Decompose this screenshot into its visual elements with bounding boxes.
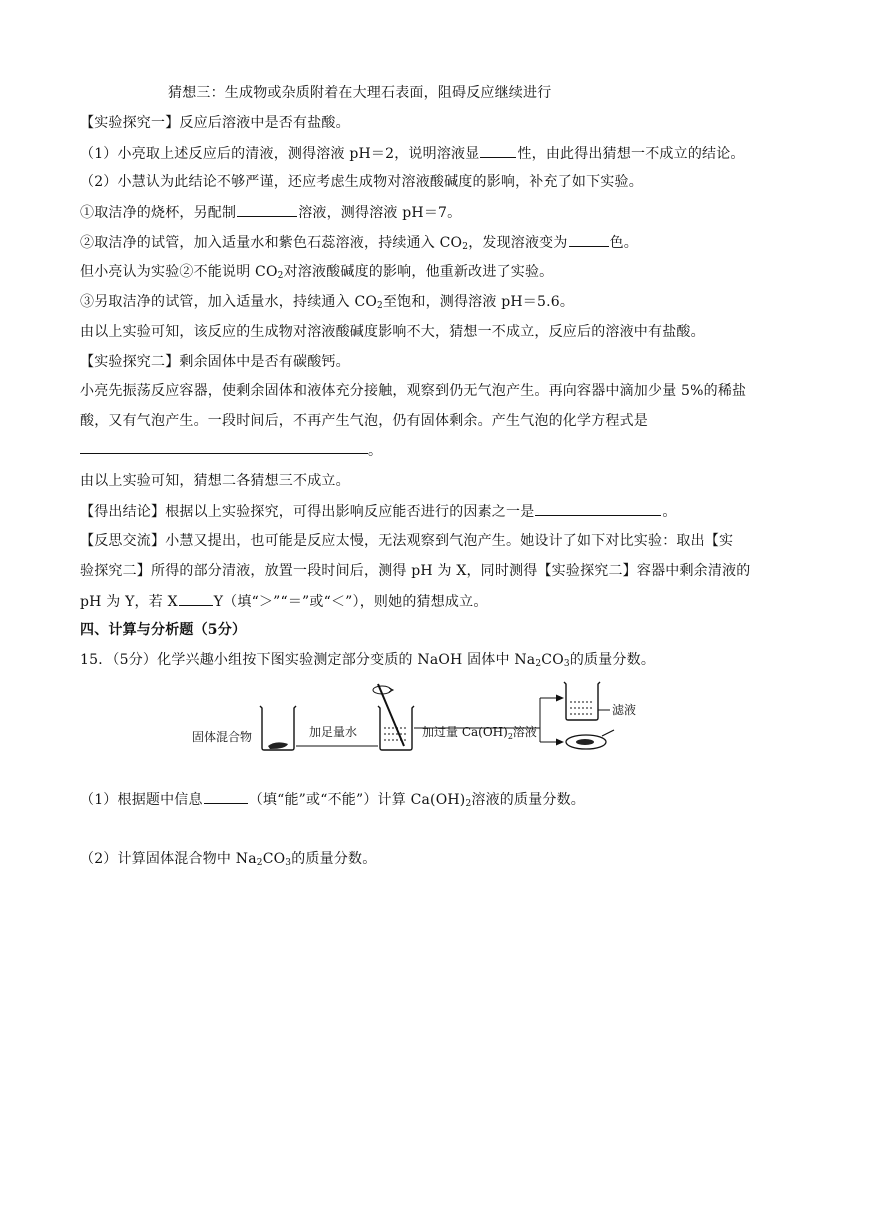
reflect-line-3 <box>80 591 790 612</box>
exp1-q2: （2）小慧认为此结论不够严谨，还应考虑生成物对溶液酸碱度的影响，补充了如下实验。 <box>80 174 643 190</box>
result-text-a: 【得出结论】根据以上实验探究，可得出影响反应能否进行的因素之一是 <box>80 504 535 520</box>
result-text-b: 。 <box>662 504 677 520</box>
exp2-para-2: 酸，又有气泡产生。一段时间后，不再产生气泡，仍有固体剩余。产生气泡的化学方程式是 <box>80 413 648 429</box>
q15-1-text-a: （1）根据题中信息 <box>80 792 203 808</box>
equation-end-mark: 。 <box>368 443 382 459</box>
label-solid-mix: 固体混合物 <box>192 730 253 744</box>
subscript: 3 <box>563 659 570 669</box>
answer-blank-color[interactable] <box>569 232 609 247</box>
beaker-solid-icon <box>260 706 296 750</box>
exp2-heading: 【实验探究二】剩余固体中是否有碳酸钙。 <box>80 354 350 370</box>
step2-text-a: ②取洁净的试管，加入适量水和紫色石蕊溶液，持续通入 CO <box>80 235 463 251</box>
q15-text-b: CO <box>541 652 564 668</box>
step2-text-c: 色。 <box>609 235 638 251</box>
exp1-q1 <box>80 143 790 164</box>
q15-1-text-c: 溶液的质量分数。 <box>471 792 586 808</box>
answer-blank-compare[interactable] <box>179 591 213 606</box>
subscript: 2 <box>377 301 383 311</box>
step2-text-b: ，发现溶液变为 <box>468 235 568 251</box>
q15-1-text-b: （填“能”或“不能”）计算 Ca(OH) <box>248 792 466 808</box>
answer-blank-equation[interactable] <box>80 441 368 454</box>
doubt-text-a: 但小亮认为实验②不能说明 CO <box>80 264 278 280</box>
step3-text-b: 至饱和，测得溶液 pH＝5.6。 <box>382 294 575 310</box>
exp2-conclusion: 由以上实验可知，猜想二各猜想三不成立。 <box>80 473 350 489</box>
reflect-line-1: 【反思交流】小慧又提出，也可能是反应太慢，无法观察到气泡产生。她设计了如下对比实验：取出【实 <box>80 533 734 549</box>
q15-2-text-a: （2）计算固体混合物中 Na <box>80 851 257 867</box>
q1-text-a: （1）小亮取上述反应后的清液，测得溶液 pH＝2，说明溶液显 <box>80 146 480 162</box>
subscript: 3 <box>285 858 292 868</box>
label-add-caoh2: 加过量 $Ca(OH)_2$溶液 <box>422 725 537 741</box>
exp1-heading: 【实验探究一】反应后溶液中是否有盐酸。 <box>80 115 350 131</box>
step1-text-b: 溶液，测得溶液 pH＝7。 <box>298 205 462 221</box>
experiment-diagram <box>190 678 650 760</box>
subscript: 2 <box>535 659 542 669</box>
step3-text-a: ③另取洁净的试管，加入适量水，持续通入 CO <box>80 294 378 310</box>
label-filtrate: 滤液 <box>612 703 637 717</box>
q15-2-text-c: 的质量分数。 <box>291 851 377 867</box>
answer-blank-can-or-cannot[interactable] <box>204 789 248 804</box>
guess-three: 猜想三：生成物或杂质附着在大理石表面，阻碍反应继续进行 <box>168 85 552 101</box>
section-four-heading: 四、计算与分析题（5分） <box>80 622 247 638</box>
label-add-water: 加足量水 <box>309 725 358 739</box>
reflect-text-a: pH 为 Y，若 X <box>80 594 178 610</box>
beaker-stir-icon <box>373 684 414 750</box>
q15-2-text-b: CO <box>262 851 286 867</box>
precipitate-dish-icon <box>566 730 614 749</box>
q15-text-c: 的质量分数。 <box>569 652 656 668</box>
subscript: 2 <box>256 858 263 868</box>
reflect-line-2: 验探究二】所得的部分清液，放置一段时间后，测得 pH 为 X，同时测得【实验探究二】容器中剩余清液的 <box>80 563 751 579</box>
subscript: 2 <box>462 242 469 252</box>
exp2-para-1: 小亮先振荡反应容器，使剩余固体和液体充分接触，观察到仍无气泡产生。再向容器中滴加少量 5%的稀盐 <box>80 383 747 399</box>
exp1-step1 <box>80 202 790 223</box>
result-conclusion <box>80 501 790 522</box>
answer-blank-factor[interactable] <box>535 501 661 516</box>
arrow-head-icon <box>556 739 564 746</box>
step1-text-a: ①取洁净的烧杯，另配制 <box>80 205 237 221</box>
subscript: 2 <box>465 799 472 809</box>
question-15-1 <box>80 789 790 810</box>
exp1-conclusion: 由以上实验可知，该反应的生成物对溶液酸碱度影响不大，猜想一不成立，反应后的溶液中有盐酸。 <box>80 324 705 340</box>
exp1-doubt <box>80 262 790 282</box>
q1-text-b: 性，由此得出猜想一不成立的结论。 <box>517 146 745 162</box>
exp1-step2 <box>80 232 790 253</box>
exp1-step3 <box>80 292 790 312</box>
q15-text-a: 15．（5分）化学兴趣小组按下图实验测定部分变质的 NaOH 固体中 Na <box>80 652 536 668</box>
subscript: 2 <box>277 271 284 281</box>
answer-blank-acidity[interactable] <box>480 143 516 158</box>
answer-blank-solution[interactable] <box>237 202 297 217</box>
question-15 <box>80 650 790 670</box>
question-15-2 <box>80 849 790 869</box>
reflect-text-b: Y（填“＞”“＝”或“＜”），则她的猜想成立。 <box>213 594 488 610</box>
doubt-text-b: 对溶液酸碱度的影响，他重新改进了实验。 <box>283 264 554 280</box>
arrow-head-icon <box>556 695 564 702</box>
beaker-filtrate-icon <box>564 682 600 720</box>
